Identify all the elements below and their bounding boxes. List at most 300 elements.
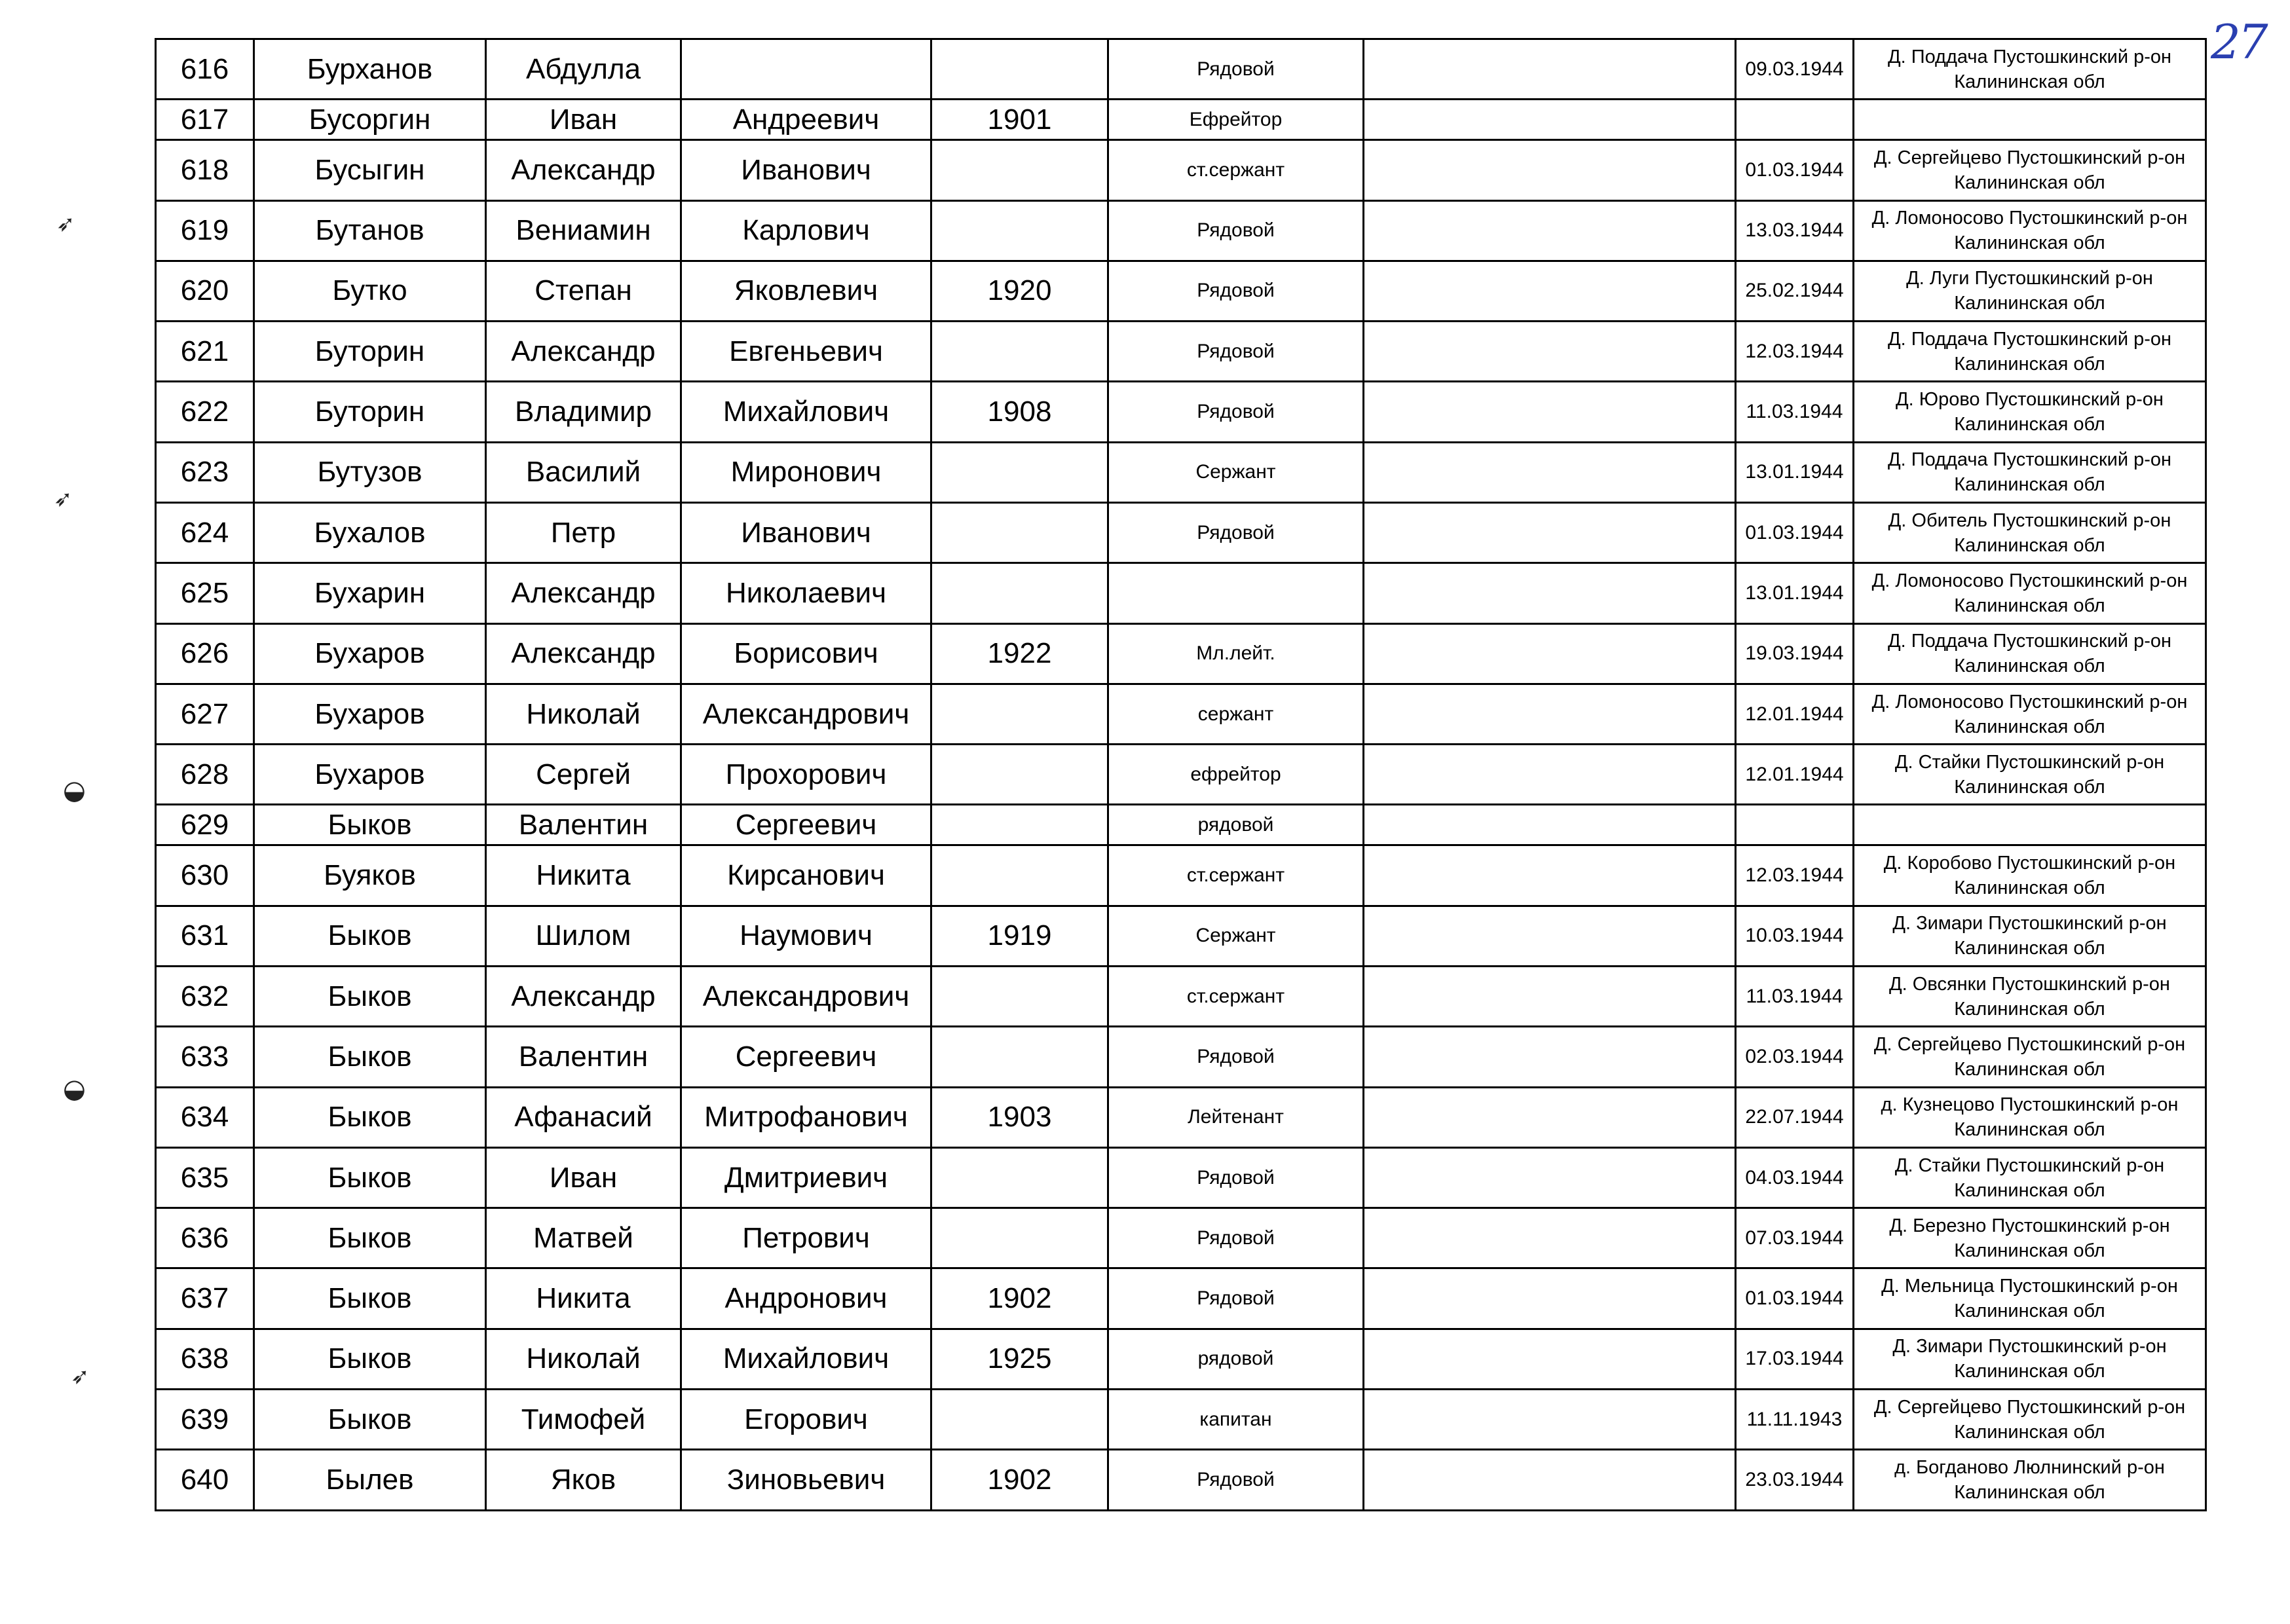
record-number: 620 (156, 261, 254, 321)
burial-region-line: Калининская обл (1954, 938, 2105, 959)
patronymic: Иванович (681, 140, 931, 200)
death-date: 07.03.1944 (1736, 1208, 1854, 1268)
military-rank: Рядовой (1108, 322, 1364, 382)
table-row (156, 967, 2206, 1027)
table-row (156, 322, 2206, 382)
burial-region-line: Калининская обл (1954, 998, 2105, 1020)
record-number: 639 (156, 1390, 254, 1450)
death-date: 25.02.1944 (1736, 261, 1854, 321)
table-row (156, 1450, 2206, 1511)
table-row (156, 1027, 2206, 1087)
death-date: 22.07.1944 (1736, 1087, 1854, 1147)
surname: Быков (254, 1329, 486, 1389)
burial-place (1854, 322, 2206, 382)
table-row (156, 100, 2206, 140)
surname: Буторин (254, 322, 486, 382)
burial-place (1854, 1450, 2206, 1511)
record-number: 631 (156, 906, 254, 966)
patronymic: Митрофанович (681, 1087, 931, 1147)
record-number: 633 (156, 1027, 254, 1087)
burial-place (1854, 1329, 2206, 1389)
military-rank: Рядовой (1108, 1208, 1364, 1268)
punch-hole-mark: ➶ (56, 211, 75, 237)
patronymic: Борисович (681, 623, 931, 684)
record-number: 629 (156, 805, 254, 845)
military-rank: Мл.лейт. (1108, 623, 1364, 684)
table-row (156, 845, 2206, 906)
death-date: 01.03.1944 (1736, 140, 1854, 200)
burial-place (1854, 1208, 2206, 1268)
burial-place-line: Д. Овсянки Пустошкинский р-он (1889, 973, 2170, 995)
patronymic: Миронович (681, 442, 931, 502)
table-row (156, 140, 2206, 200)
notes-cell (1364, 100, 1736, 140)
record-number: 616 (156, 39, 254, 100)
military-rank: Рядовой (1108, 382, 1364, 442)
notes-cell (1364, 563, 1736, 623)
table-row (156, 261, 2206, 321)
notes-cell (1364, 261, 1736, 321)
surname: Быков (254, 1027, 486, 1087)
burial-place (1854, 100, 2206, 140)
patronymic: Зиновьевич (681, 1450, 931, 1511)
birth-year (931, 140, 1108, 200)
burial-place-line: д. Богданово Люлнинский р-он (1894, 1457, 2165, 1479)
surname: Бурханов (254, 39, 486, 100)
birth-year: 1901 (931, 100, 1108, 140)
burial-place (1854, 563, 2206, 623)
punch-hole-mark: ◒ (63, 775, 86, 805)
burial-region-line: Калининская обл (1954, 1421, 2105, 1443)
surname: Бухаров (254, 623, 486, 684)
notes-cell (1364, 906, 1736, 966)
birth-year (931, 1147, 1108, 1208)
first-name: Василий (486, 442, 681, 502)
birth-year (931, 503, 1108, 563)
table-row (156, 442, 2206, 502)
first-name: Никита (486, 845, 681, 906)
death-date: 13.01.1944 (1736, 563, 1854, 623)
surname: Быков (254, 1268, 486, 1329)
first-name: Александр (486, 140, 681, 200)
surname: Бусыгин (254, 140, 486, 200)
death-date: 09.03.1944 (1736, 39, 1854, 100)
first-name: Матвей (486, 1208, 681, 1268)
casualty-register-table (155, 38, 2207, 1511)
surname: Бутанов (254, 200, 486, 261)
military-rank: сержант (1108, 684, 1364, 744)
burial-place-line: Д. Стайки Пустошкинский р-он (1894, 1154, 2165, 1176)
burial-region-line: Калининская обл (1954, 776, 2105, 798)
patronymic: Яковлевич (681, 261, 931, 321)
burial-place-line: Д. Юрово Пустошкинский р-он (1896, 389, 2164, 411)
burial-place (1854, 382, 2206, 442)
surname: Быков (254, 1208, 486, 1268)
burial-place (1854, 967, 2206, 1027)
first-name: Петр (486, 503, 681, 563)
burial-region-line: Калининская обл (1954, 232, 2105, 254)
record-number: 624 (156, 503, 254, 563)
patronymic: Николаевич (681, 563, 931, 623)
first-name: Иван (486, 100, 681, 140)
first-name: Степан (486, 261, 681, 321)
birth-year: 1903 (931, 1087, 1108, 1147)
military-rank: ефрейтор (1108, 745, 1364, 805)
notes-cell (1364, 140, 1736, 200)
patronymic: Сергеевич (681, 1027, 931, 1087)
first-name: Сергей (486, 745, 681, 805)
birth-year: 1922 (931, 623, 1108, 684)
burial-place (1854, 442, 2206, 502)
death-date (1736, 100, 1854, 140)
table-row (156, 1147, 2206, 1208)
military-rank (1108, 563, 1364, 623)
patronymic: Карлович (681, 200, 931, 261)
table-row (156, 1087, 2206, 1147)
record-number: 626 (156, 623, 254, 684)
surname: Быков (254, 967, 486, 1027)
surname: Бухалов (254, 503, 486, 563)
table-row (156, 200, 2206, 261)
birth-year (931, 967, 1108, 1027)
notes-cell (1364, 1329, 1736, 1389)
birth-year: 1919 (931, 906, 1108, 966)
burial-region-line: Калининская обл (1954, 1482, 2105, 1504)
burial-region-line: Калининская обл (1954, 1119, 2105, 1141)
surname: Быков (254, 1390, 486, 1450)
death-date: 10.03.1944 (1736, 906, 1854, 966)
surname: Бухаров (254, 745, 486, 805)
first-name: Абдулла (486, 39, 681, 100)
first-name: Никита (486, 1268, 681, 1329)
death-date (1736, 805, 1854, 845)
burial-region-line: Калининская обл (1954, 1301, 2105, 1322)
record-number: 625 (156, 563, 254, 623)
surname: Бусоргин (254, 100, 486, 140)
table-row (156, 563, 2206, 623)
burial-place-line: Д. Зимари Пустошкинский р-он (1892, 1336, 2167, 1357)
table-row (156, 1329, 2206, 1389)
birth-year (931, 1027, 1108, 1087)
surname: Быков (254, 906, 486, 966)
military-rank: рядовой (1108, 1329, 1364, 1389)
burial-place (1854, 1147, 2206, 1208)
table-row (156, 745, 2206, 805)
record-number: 618 (156, 140, 254, 200)
military-rank: Рядовой (1108, 1027, 1364, 1087)
surname: Буторин (254, 382, 486, 442)
patronymic: Александрович (681, 684, 931, 744)
burial-region-line: Калининская обл (1954, 716, 2105, 737)
burial-place-line: Д. Стайки Пустошкинский р-он (1894, 751, 2165, 773)
death-date: 11.11.1943 (1736, 1390, 1854, 1450)
patronymic: Михайлович (681, 1329, 931, 1389)
surname: Бухарин (254, 563, 486, 623)
death-date: 13.01.1944 (1736, 442, 1854, 502)
burial-region-line: Калининская обл (1954, 474, 2105, 496)
record-number: 635 (156, 1147, 254, 1208)
notes-cell (1364, 382, 1736, 442)
birth-year (931, 805, 1108, 845)
burial-region-line: Калининская обл (1954, 293, 2105, 314)
record-number: 619 (156, 200, 254, 261)
record-number: 622 (156, 382, 254, 442)
surname: Бутузов (254, 442, 486, 502)
patronymic: Петрович (681, 1208, 931, 1268)
surname: Быков (254, 805, 486, 845)
first-name: Александр (486, 623, 681, 684)
burial-place-line: Д. Коробово Пустошкинский р-он (1883, 853, 2176, 874)
burial-place-line: Д. Мельница Пустошкинский р-он (1881, 1276, 2178, 1297)
first-name: Вениамин (486, 200, 681, 261)
burial-region-line: Калининская обл (1954, 1361, 2105, 1382)
patronymic: Андронович (681, 1268, 931, 1329)
burial-place-line: Д. Березно Пустошкинский р-он (1889, 1215, 2170, 1236)
burial-region-line: Калининская обл (1954, 353, 2105, 375)
table-row (156, 1268, 2206, 1329)
burial-region-line: Калининская обл (1954, 71, 2105, 92)
record-number: 640 (156, 1450, 254, 1511)
burial-region-line: Калининская обл (1954, 1240, 2105, 1261)
military-rank: Лейтенант (1108, 1087, 1364, 1147)
record-number: 634 (156, 1087, 254, 1147)
death-date: 11.03.1944 (1736, 967, 1854, 1027)
record-number: 617 (156, 100, 254, 140)
record-number: 621 (156, 322, 254, 382)
military-rank: Рядовой (1108, 1268, 1364, 1329)
burial-place (1854, 1027, 2206, 1087)
table-row (156, 382, 2206, 442)
notes-cell (1364, 1450, 1736, 1511)
first-name: Николай (486, 1329, 681, 1389)
burial-place-line: Д. Сергейцево Пустошкинский р-он (1873, 147, 2186, 168)
patronymic (681, 39, 931, 100)
death-date: 11.03.1944 (1736, 382, 1854, 442)
surname: Бухаров (254, 684, 486, 744)
table-row (156, 684, 2206, 744)
table-row (156, 1390, 2206, 1450)
first-name: Иван (486, 1147, 681, 1208)
patronymic: Егорович (681, 1390, 931, 1450)
death-date: 12.03.1944 (1736, 322, 1854, 382)
burial-place (1854, 906, 2206, 966)
military-rank: Рядовой (1108, 261, 1364, 321)
birth-year: 1902 (931, 1268, 1108, 1329)
notes-cell (1364, 805, 1736, 845)
record-number: 630 (156, 845, 254, 906)
burial-place (1854, 805, 2206, 845)
birth-year (931, 745, 1108, 805)
first-name: Афанасий (486, 1087, 681, 1147)
table-row (156, 1208, 2206, 1268)
death-date: 01.03.1944 (1736, 503, 1854, 563)
patronymic: Наумович (681, 906, 931, 966)
punch-hole-mark: ➶ (54, 486, 73, 512)
burial-region-line: Калининская обл (1954, 655, 2105, 677)
military-rank: Ефрейтор (1108, 100, 1364, 140)
death-date: 12.03.1944 (1736, 845, 1854, 906)
table-row (156, 503, 2206, 563)
military-rank: Рядовой (1108, 1450, 1364, 1511)
birth-year (931, 442, 1108, 502)
birth-year (931, 322, 1108, 382)
burial-place-line: Д. Сергейцево Пустошкинский р-он (1873, 1033, 2186, 1055)
birth-year (931, 1390, 1108, 1450)
military-rank: ст.сержант (1108, 140, 1364, 200)
notes-cell (1364, 1027, 1736, 1087)
burial-place-line: Д. Ломоносово Пустошкинский р-он (1871, 691, 2188, 712)
military-rank: Рядовой (1108, 39, 1364, 100)
birth-year (931, 684, 1108, 744)
notes-cell (1364, 1208, 1736, 1268)
death-date: 19.03.1944 (1736, 623, 1854, 684)
burial-place (1854, 623, 2206, 684)
record-number: 636 (156, 1208, 254, 1268)
burial-place-line: д. Кузнецово Пустошкинский р-он (1881, 1094, 2179, 1116)
patronymic: Михайлович (681, 382, 931, 442)
record-number: 637 (156, 1268, 254, 1329)
notes-cell (1364, 1087, 1736, 1147)
death-date: 02.03.1944 (1736, 1027, 1854, 1087)
burial-place-line: Д. Ломоносово Пустошкинский р-он (1871, 570, 2188, 591)
surname: Быков (254, 1087, 486, 1147)
record-number: 623 (156, 442, 254, 502)
table-row (156, 906, 2206, 966)
notes-cell (1364, 39, 1736, 100)
military-rank: Рядовой (1108, 1147, 1364, 1208)
death-date: 23.03.1944 (1736, 1450, 1854, 1511)
register-rows (156, 39, 2206, 1511)
burial-place (1854, 1087, 2206, 1147)
first-name: Николай (486, 684, 681, 744)
notes-cell (1364, 1390, 1736, 1450)
burial-place (1854, 140, 2206, 200)
burial-region-line: Калининская обл (1954, 172, 2105, 193)
military-rank: Сержант (1108, 442, 1364, 502)
notes-cell (1364, 1147, 1736, 1208)
military-rank: ст.сержант (1108, 845, 1364, 906)
patronymic: Иванович (681, 503, 931, 563)
record-number: 632 (156, 967, 254, 1027)
burial-place (1854, 684, 2206, 744)
patronymic: Кирсанович (681, 845, 931, 906)
patronymic: Прохорович (681, 745, 931, 805)
military-rank: рядовой (1108, 805, 1364, 845)
death-date: 13.03.1944 (1736, 200, 1854, 261)
burial-region-line: Калининская обл (1954, 1179, 2105, 1201)
birth-year (931, 39, 1108, 100)
notes-cell (1364, 967, 1736, 1027)
notes-cell (1364, 200, 1736, 261)
death-date: 01.03.1944 (1736, 1268, 1854, 1329)
record-number: 628 (156, 745, 254, 805)
notes-cell (1364, 1268, 1736, 1329)
first-name: Александр (486, 563, 681, 623)
notes-cell (1364, 503, 1736, 563)
burial-place-line: Д. Ломоносово Пустошкинский р-он (1871, 208, 2188, 229)
birth-year: 1920 (931, 261, 1108, 321)
military-rank: Рядовой (1108, 200, 1364, 261)
burial-place-line: Д. Поддача Пустошкинский р-он (1887, 449, 2172, 471)
surname: Былев (254, 1450, 486, 1511)
military-rank: Сержант (1108, 906, 1364, 966)
patronymic: Дмитриевич (681, 1147, 931, 1208)
first-name: Шилом (486, 906, 681, 966)
first-name: Тимофей (486, 1390, 681, 1450)
burial-region-line: Калининская обл (1954, 534, 2105, 556)
birth-year (931, 563, 1108, 623)
birth-year: 1902 (931, 1450, 1108, 1511)
patronymic: Андреевич (681, 100, 931, 140)
burial-place (1854, 200, 2206, 261)
notes-cell (1364, 845, 1736, 906)
burial-region-line: Калининская обл (1954, 414, 2105, 435)
burial-place (1854, 39, 2206, 100)
burial-place-line: Д. Луги Пустошкинский р-он (1906, 268, 2153, 289)
death-date: 12.01.1944 (1736, 684, 1854, 744)
burial-place (1854, 845, 2206, 906)
punch-hole-mark: ➶ (71, 1363, 90, 1390)
burial-place-line: Д. Зимари Пустошкинский р-он (1892, 913, 2167, 934)
birth-year (931, 845, 1108, 906)
first-name: Александр (486, 967, 681, 1027)
surname: Бутко (254, 261, 486, 321)
burial-place (1854, 1268, 2206, 1329)
burial-place-line: Д. Обитель Пустошкинский р-он (1888, 509, 2171, 531)
burial-place (1854, 1390, 2206, 1450)
record-number: 638 (156, 1329, 254, 1389)
birth-year (931, 200, 1108, 261)
military-rank: капитан (1108, 1390, 1364, 1450)
notes-cell (1364, 745, 1736, 805)
military-rank: Рядовой (1108, 503, 1364, 563)
patronymic: Александрович (681, 967, 931, 1027)
birth-year: 1925 (931, 1329, 1108, 1389)
burial-place (1854, 745, 2206, 805)
first-name: Валентин (486, 805, 681, 845)
death-date: 17.03.1944 (1736, 1329, 1854, 1389)
notes-cell (1364, 623, 1736, 684)
table-row (156, 623, 2206, 684)
punch-hole-mark: ◒ (63, 1074, 86, 1104)
burial-place-line: Д. Поддача Пустошкинский р-он (1887, 631, 2172, 652)
table-row (156, 805, 2206, 845)
first-name: Яков (486, 1450, 681, 1511)
burial-region-line: Калининская обл (1954, 877, 2105, 899)
table-row (156, 39, 2206, 100)
first-name: Владимир (486, 382, 681, 442)
burial-region-line: Калининская обл (1954, 595, 2105, 616)
record-number: 627 (156, 684, 254, 744)
notes-cell (1364, 442, 1736, 502)
notes-cell (1364, 322, 1736, 382)
birth-year (931, 1208, 1108, 1268)
burial-place-line: Д. Поддача Пустошкинский р-он (1887, 328, 2172, 350)
burial-place (1854, 503, 2206, 563)
burial-place-line: Д. Поддача Пустошкинский р-он (1887, 46, 2172, 67)
death-date: 12.01.1944 (1736, 745, 1854, 805)
death-date: 04.03.1944 (1736, 1147, 1854, 1208)
patronymic: Сергеевич (681, 805, 931, 845)
surname: Буяков (254, 845, 486, 906)
first-name: Валентин (486, 1027, 681, 1087)
birth-year: 1908 (931, 382, 1108, 442)
handwritten-page-number: 27 (2211, 14, 2266, 69)
patronymic: Евгеньевич (681, 322, 931, 382)
first-name: Александр (486, 322, 681, 382)
surname: Быков (254, 1147, 486, 1208)
burial-place-line: Д. Сергейцево Пустошкинский р-он (1873, 1396, 2186, 1418)
